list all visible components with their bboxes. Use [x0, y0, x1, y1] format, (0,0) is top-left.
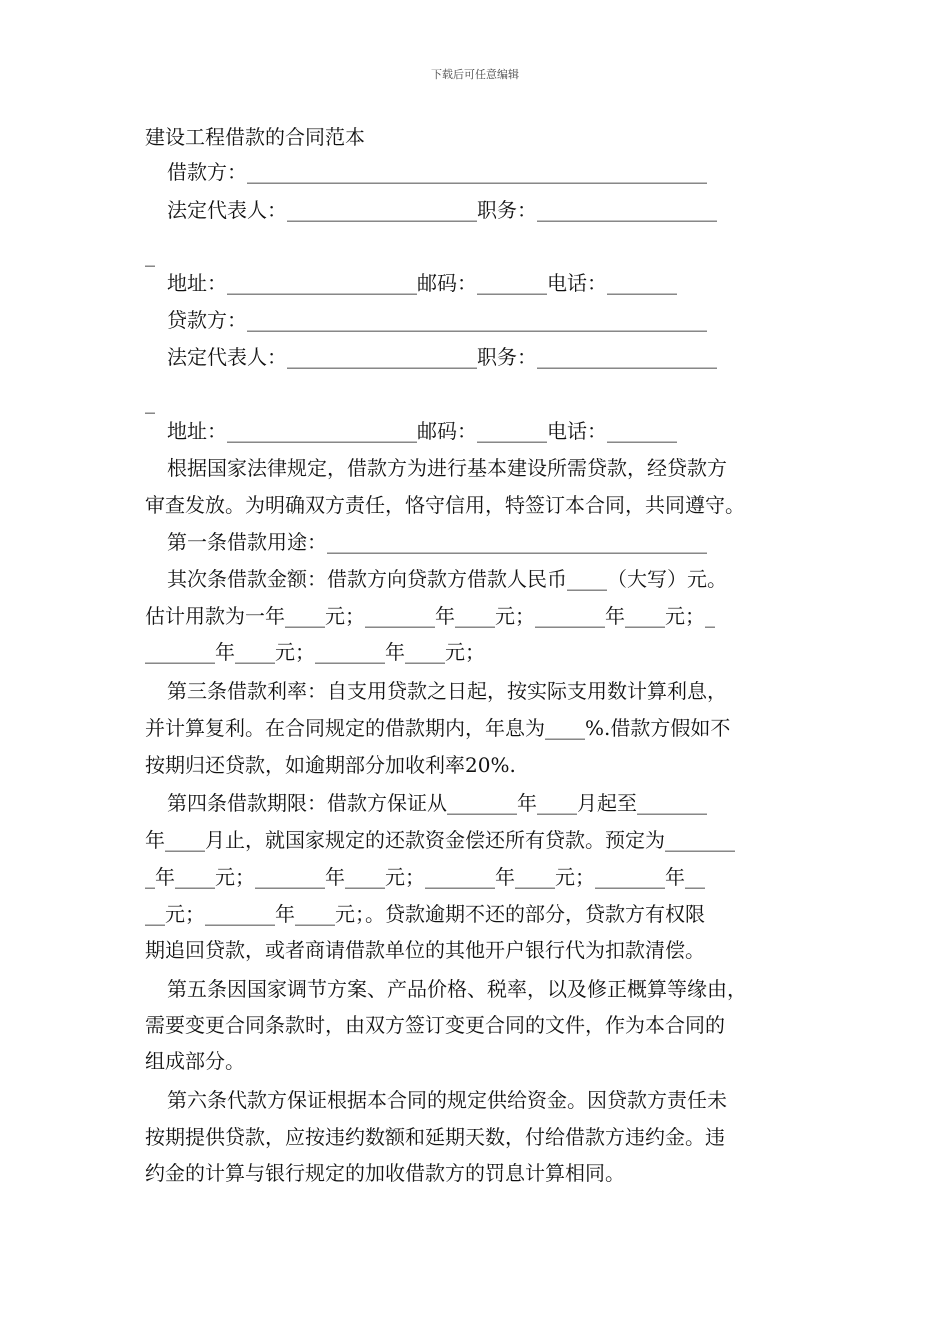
wrapped-underscore: _ [145, 390, 155, 414]
article-6-line: 约金的计算与银行规定的加收借款方的罚息计算相同。 [145, 1161, 625, 1185]
document-title: 建设工程借款的合同范本 [145, 125, 365, 149]
article-4-line: 年____月止，就国家规定的还款资金偿还所有贷款。预定为_______ [145, 828, 735, 852]
wrapped-underscore: _ [145, 243, 155, 267]
preamble-line: 审查发放。为明确双方责任，恪守信用，特签订本合同，共同遵守。 [145, 493, 745, 517]
borrower-representative-line: 法定代表人：___________________职务：__________________ [167, 198, 717, 222]
article-3-line: 第三条借款利率：自支用贷款之日起，按实际支用数计算利息， [167, 679, 727, 703]
article-6-line: 第六条代款方保证根据本合同的规定供给资金。因贷款方责任未 [167, 1088, 727, 1112]
article-5-line: 需要变更合同条款时，由双方签订变更合同的文件，作为本合同的 [145, 1013, 725, 1037]
article-5-line: 第五条因国家调节方案、产品价格、税率，以及修正概算等缘由， [167, 977, 747, 1001]
lender-representative-line: 法定代表人：___________________职务：__________________ [167, 345, 717, 369]
article-4-line: _年____元；_______年____元；_______年____元；_______年__ [145, 865, 705, 889]
article-2-line: 其次条借款金额：借款方向贷款方借款人民币____（大写）元。 [167, 567, 727, 591]
lender-line: 贷款方：______________________________________________ [167, 308, 707, 332]
page-header: 下载后可任意编辑 [431, 68, 519, 81]
borrower-line: 借款方：______________________________________________ [167, 160, 707, 184]
article-4-line: 第四条借款期限：借款方保证从_______年____月起至_______ [167, 791, 707, 815]
lender-address-line: 地址：___________________邮码：_______电话：_______ [167, 419, 677, 443]
article-3-line: 按期归还贷款，如逾期部分加收利率20%. [145, 753, 516, 777]
article-2-line: 估计用款为一年____元；_______年____元；_______年____元；_ [145, 604, 715, 628]
article-1-line: 第一条借款用途：______________________________________ [167, 530, 707, 554]
borrower-address-line: 地址：___________________邮码：_______电话：_______ [167, 271, 677, 295]
article-4-line: 期追回贷款，或者商请借款单位的其他开户银行代为扣款清偿。 [145, 938, 705, 962]
article-4-line: __元；_______年____元；。贷款逾期不还的部分，贷款方有权限 [145, 902, 705, 926]
article-3-line: 并计算复利。在合同规定的借款期内，年息为____%.借款方假如不 [145, 716, 731, 740]
article-2-line: _______年____元；_______年____元； [145, 640, 485, 664]
article-5-line: 组成部分。 [145, 1049, 245, 1073]
preamble-line: 根据国家法律规定，借款方为进行基本建设所需贷款，经贷款方 [167, 456, 727, 480]
article-6-line: 按期提供贷款，应按违约数额和延期天数，付给借款方违约金。违 [145, 1125, 725, 1149]
